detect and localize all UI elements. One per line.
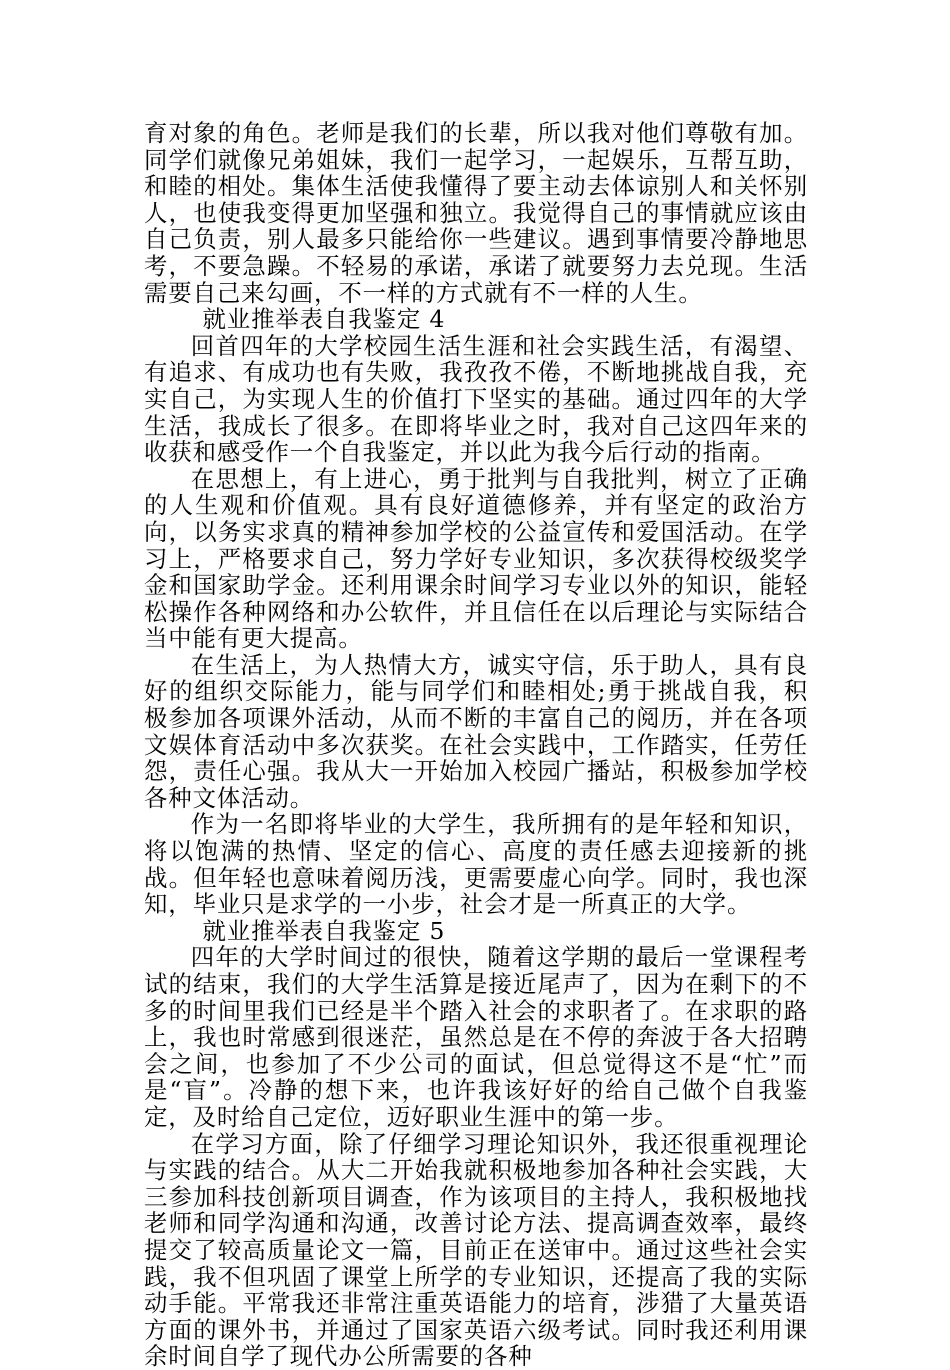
section4-paragraph: 在思想上，有上进心，勇于批判与自我批判，树立了正确的人生观和价值观。具有良好道德修养，并有坚定的政治方向，以务实求真的精神参加学校的公益宣传和爱国活动。在学习上，严格要求自己，努力学好专业知识，多次获得校级奖学金和国家助学金。还利用课余时间学习专业以外的知识，能轻松操作各种网络和办公软件，并且信任在以后理论与实际结合当中能有更大提高。 <box>144 464 808 653</box>
section5-paragraph: 在学习方面，除了仔细学习理论知识外，我还很重视理论与实践的结合。从大二开始我就积极地参加各种社会实践，大三参加科技创新项目调查，作为该项目的主持人，我积极地找老师和同学沟通和沟通，改善讨论方法、提高调查效率，最终提交了较高质量论文一篇，目前正在送审中。通过这些社会实践，我不但巩固了课堂上所学的专业知识，还提高了我的实际动手能。平常我还非常注重英语能力的培育，涉猎了大量英语方面的课外书，并通过了国家英语六级考试。同时我还利用课余时间自学了现代办公所需要的各种 <box>144 1129 808 1370</box>
section4-paragraph: 作为一名即将毕业的大学生，我所拥有的是年轻和知识，将以饱满的热情、坚定的信心、高度的责任感去迎接新的挑战。但年轻也意味着阅历浅，更需要虚心向学。同时，我也深知，毕业只是求学的一小步，社会才是一所真正的大学。 <box>144 810 808 919</box>
section4-paragraph: 回首四年的大学校园生活生涯和社会实践生活，有渴望、有追求、有成功也有失败，我孜孜不倦，不断地挑战自我，充实自己，为实现人生的价值打下坚实的基础。通过四年的大学生活，我成长了很多。在即将毕业之时，我对自己这四年来的收获和感受作一个自我鉴定，并以此为我今后行动的指南。 <box>144 331 808 467</box>
section-heading-5: 就业推举表自我鉴定 5 <box>202 916 446 945</box>
intro-paragraph: 育对象的角色。老师是我们的长辈，所以我对他们尊敬有加。同学们就像兄弟姐妹，我们一起学习，一起娱乐，互帮互助，和睦的相处。集体生活使我懂得了要主动去体谅别人和关怀别人，也使我变得更加坚强和独立。我觉得自己的事情就应该由自己负责，别人最多只能给你一些建议。遇到事情要冷静地思考，不要急躁。不轻易的承诺，承诺了就要努力去兑现。生活需要自己来勾画，不一样的方式就有不一样的人生。 <box>144 119 808 307</box>
section-heading-4: 就业推举表自我鉴定 4 <box>202 305 446 334</box>
document-body <box>144 120 808 1370</box>
section4-paragraph: 在生活上，为人热情大方，诚实守信，乐于助人，具有良好的组织交际能力，能与同学们和睦相处;勇于挑战自我，积极参加各项课外活动，从而不断的丰富自己的阅历，并在各项文娱体育活动中多次获奖。在社会实践中，工作踏实，任劳任怨，责任心强。我从大一开始加入校园广播站，积极参加学校各种文体活动。 <box>144 650 808 812</box>
section5-paragraph: 四年的大学时间过的很快，随着这学期的最后一堂课程考试的结束，我们的大学生活算是接近尾声了，因为在剩下的不多的时间里我们已经是半个踏入社会的求职者了。在求职的路上，我也时常感到很迷茫，虽然总是在不停的奔波于各大招聘会之间，也参加了不少公司的面试，但总觉得这不是“忙”而是“盲”。冷静的想下来，也许我该好好的给自己做个自我鉴定，及时给自己定位，迈好职业生涯中的第一步。 <box>144 943 808 1131</box>
